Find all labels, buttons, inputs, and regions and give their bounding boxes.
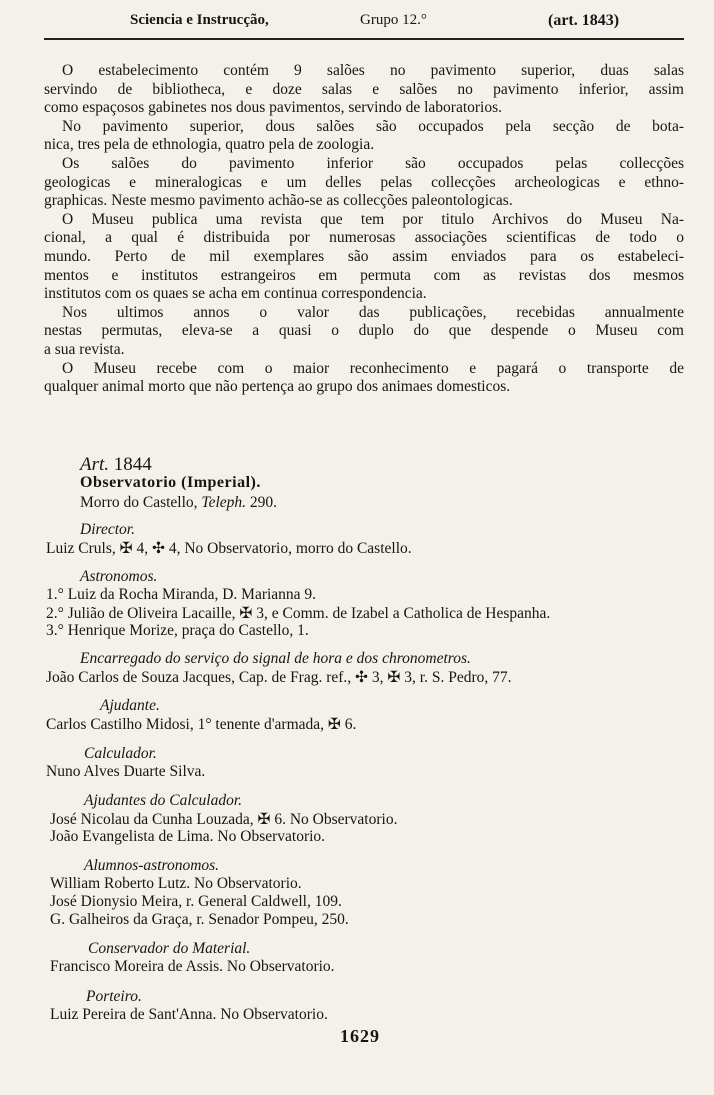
telephone-label: Teleph. — [201, 494, 247, 511]
body-line: a sua revista. — [44, 340, 125, 358]
body-line: O Museu publica uma revista que tem por titulo Archivos do Museu Na- — [62, 210, 684, 228]
person-entry: Luiz Pereira de Sant'Anna. No Observatorio. — [50, 1006, 328, 1023]
body-line: mentos e institutos estrangeiros em permuta com as revistas dos mesmos — [44, 266, 684, 284]
body-line: O estabelecimento contém 9 salões no pavimento superior, duas salas — [62, 62, 684, 79]
running-header-group: Grupo 12.° — [360, 12, 427, 28]
body-paragraphs — [44, 62, 684, 397]
address-text: Morro do Castello, — [80, 494, 198, 511]
person-entry: João Carlos de Souza Jacques, Cap. de Frag. ref., ✣ 3, ✠ 3, r. S. Pedro, 77. — [46, 669, 512, 686]
body-line: cional, a qual é distribuida por numerosas associações scientificas de todo o — [44, 229, 684, 247]
body-line: nestas permutas, eleva-se a quasi o duplo do que despende o Museu com — [44, 322, 684, 340]
running-header-title: Sciencia e Instrucção, — [130, 12, 269, 28]
role-heading: Porteiro. — [86, 988, 142, 1005]
body-line: institutos com os quaes se acha em continua correspondencia. — [44, 285, 427, 303]
telephone-number: 290. — [249, 494, 278, 511]
role-heading: Conservador do Material. — [88, 940, 251, 957]
role-heading: Calculador. — [84, 745, 157, 762]
person-entry: Francisco Moreira de Assis. No Observatorio. — [50, 958, 335, 975]
article-number: 1844 — [113, 454, 152, 475]
body-line: qualquer animal morto que não pertença ao grupo dos animaes domesticos. — [44, 378, 511, 396]
body-line: mundo. Perto de mil exemplares são assim enviados para os estabeleci- — [44, 247, 684, 265]
person-entry: José Dionysio Meira, r. General Caldwell, 109. — [50, 893, 342, 910]
article-heading — [80, 454, 152, 476]
person-entry: 2.° Julião de Oliveira Lacaille, ✠ 3, e Comm. de Izabel a Catholica de Hespanha. — [46, 605, 551, 622]
body-line: No pavimento superior, dous salões são occupados pela secção de bota- — [62, 117, 684, 135]
role-heading: Ajudantes do Calculador. — [84, 792, 243, 809]
article-label: Art. — [80, 454, 110, 475]
person-entry: Carlos Castilho Midosi, 1° tenente d'armada, ✠ 6. — [46, 716, 357, 733]
body-line: nica, tres pela de ethnologia, quatro pela de zoologia. — [44, 136, 375, 154]
page-number: 1629 — [340, 1026, 380, 1046]
person-entry: José Nicolau da Cunha Louzada, ✠ 6. No Observatorio. — [50, 811, 398, 828]
role-heading: Alumnos-astronomos. — [84, 857, 220, 874]
person-entry: 1.° Luiz da Rocha Miranda, D. Marianna 9. — [46, 586, 317, 603]
role-heading: Ajudante. — [100, 697, 160, 714]
body-line: Os salões do pavimento inferior são occupados pelas collecções — [62, 154, 684, 172]
person-entry: William Roberto Lutz. No Observatorio. — [50, 875, 302, 892]
body-line: como espaçosos gabinetes nos dous pavimentos, servindo de laboratorios. — [44, 99, 503, 117]
body-line: Nos ultimos annos o valor das publicações, recebidas annualmente — [62, 303, 684, 321]
header-rule — [44, 38, 684, 40]
person-entry: Luiz Cruls, ✠ 4, ✣ 4, No Observatorio, morro do Castello. — [46, 540, 412, 557]
role-heading: Encarregado do serviço do signal de hora e dos chronometros. — [80, 650, 471, 667]
person-entry: Nuno Alves Duarte Silva. — [46, 763, 206, 780]
person-entry: G. Galheiros da Graça, r. Senador Pompeu, 250. — [50, 911, 349, 928]
person-entry: João Evangelista de Lima. No Observatorio. — [50, 828, 326, 845]
body-line: O Museu recebe com o maior reconhecimento e pagará o transporte de — [62, 359, 684, 377]
article-title: Observatorio (Imperial). — [80, 474, 261, 491]
running-header-article: (art. 1843) — [548, 12, 620, 29]
body-line: graphicas. Neste mesmo pavimento achão-se as collecções paleontologicas. — [44, 192, 513, 210]
role-heading: Director. — [80, 521, 135, 538]
person-entry: 3.° Henrique Morize, praça do Castello, 1. — [46, 622, 309, 639]
body-line: geologicas e mineralogicas e um delles pelas collecções archeologicas e ethno- — [44, 173, 684, 191]
article-address — [80, 494, 277, 512]
role-heading: Astronomos. — [80, 568, 158, 585]
body-line: servindo de bibliotheca, e doze salas e salões no pavimento inferior, assim — [44, 80, 684, 98]
